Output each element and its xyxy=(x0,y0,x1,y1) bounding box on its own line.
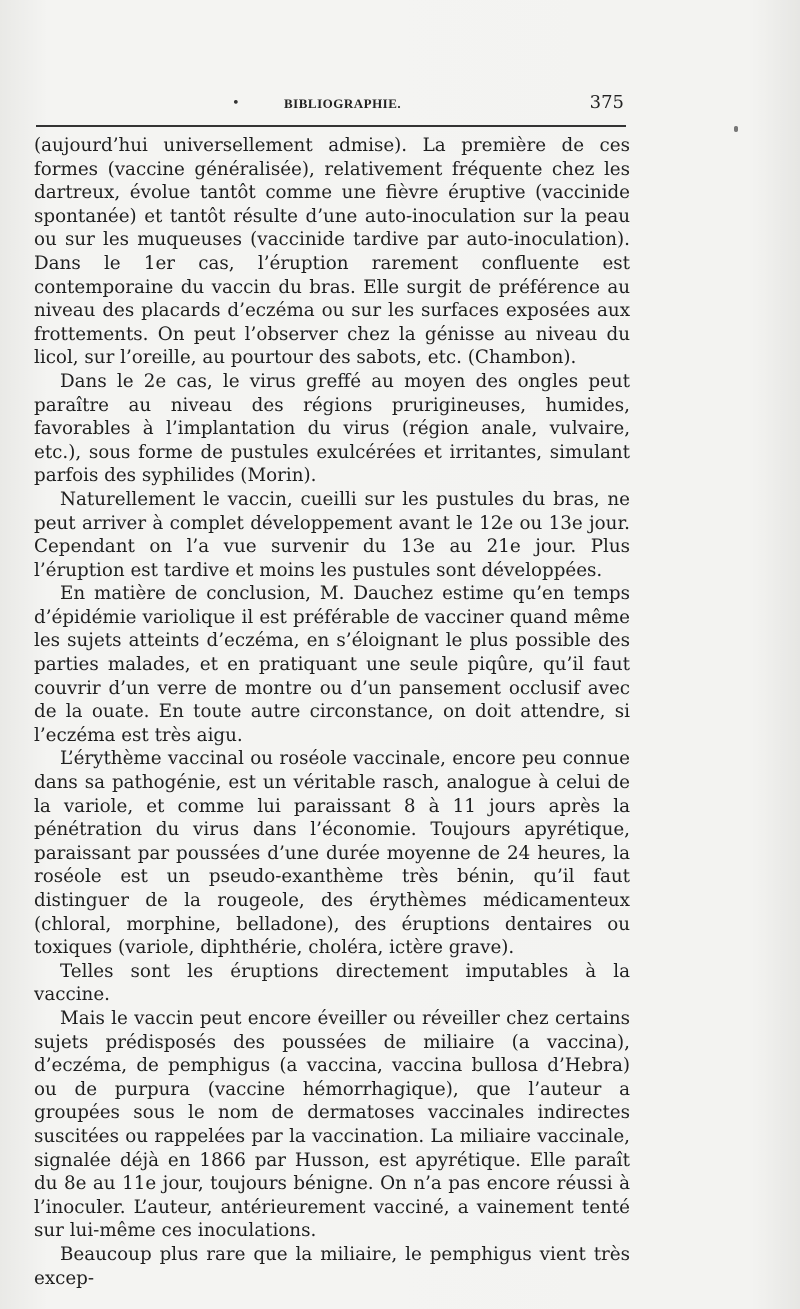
paragraph-3: Naturellement le vaccin, cueilli sur les pustules du bras, ne peut arriver à complet développement avant le 12e ou 13e jour. Cependant on l’a vue survenir du 13e au 21e jour. Plus l’éruption est tardive et moins les pustules sont développées. xyxy=(34,488,630,581)
paragraph-8: Beaucoup plus rare que la miliaire, le pemphigus vient très excep- xyxy=(34,1243,630,1289)
paragraph-6: Telles sont les éruptions directement imputables à la vaccine. xyxy=(34,960,630,1006)
header-dot: • xyxy=(232,96,240,111)
paragraph-7: Mais le vaccin peut encore éveiller ou réveiller chez certains sujets prédisposés des poussées de miliaire (a vaccina), d’eczéma, de pemphigus (a vaccina, vaccina bullosa d’Hebra) ou de purpura (vaccine hémorrhagique), que l’auteur a groupées sous le nom de dermatoses vaccinales indirectes suscitées ou rappelées par la vaccination. La miliaire vaccinale, signalée déjà en 1866 par Husson, est apyrétique. Elle paraît du 8e au 11e jour, toujours bénigne. On n’a pas encore réussi à l’inoculer. L’auteur, antérieurement vacciné, a vainement tenté sur lui-même ces inoculations. xyxy=(34,1007,630,1242)
paragraph-5: L’érythème vaccinal ou roséole vaccinale, encore peu connue dans sa pathogénie, est un véritable rasch, analogue à celui de la variole, et comme lui paraissant 8 à 11 jours après la pénétration du virus dans l’économie. Toujours apyrétique, paraissant par poussées d’une durée moyenne de 24 heures, la roséole est un pseudo-exanthème très bénin, qu’il faut distinguer de la rougeole, des érythèmes médicamenteux (chloral, morphine, belladone), des éruptions dentaires ou toxiques (variole, diphthérie, choléra, ictère grave). xyxy=(34,748,630,959)
header-rule xyxy=(36,125,626,127)
paragraph-2: Dans le 2e cas, le virus greffé au moyen des ongles peut paraître au niveau des régions prurigineuses, humides, favorables à l’implantation du virus (région anale, vulvaire, etc.), sous forme de pustules exulcérées et irritantes, simulant parfois des syphilides (Morin). xyxy=(34,370,630,487)
running-head: BIBLIOGRAPHIE. xyxy=(284,96,402,111)
body-text xyxy=(34,134,630,1290)
margin-mark xyxy=(734,126,738,132)
page-header xyxy=(36,92,624,122)
paragraph-4: En matière de conclusion, M. Dauchez estime qu’en temps d’épidémie variolique il est préférable de vacciner quand même les sujets atteints d’eczéma, en s’éloignant le plus possible des parties malades, et en pratiquant une seule piqûre, qu’il faut couvrir d’un verre de montre ou d’un pansement occlusif avec de la ouate. En toute autre circonstance, on doit attendre, si l’eczéma est très aigu. xyxy=(34,583,630,746)
page-number: 375 xyxy=(589,92,624,113)
paragraph-1: (aujourd’hui universellement admise). La première de ces formes (vaccine généralisée), relativement fréquente chez les dartreux, évolue tantôt comme une fièvre éruptive (vaccinide spontanée) et tantôt résulte d’une auto-inoculation sur la peau ou sur les muqueuses (vaccinide tardive par auto-inoculation). Dans le 1er cas, l’éruption rarement confluente est contemporaine du vaccin du bras. Elle surgit de préférence au niveau des placards d’eczéma ou sur les surfaces exposées aux frottements. On peut l’observer chez la génisse au niveau du licol, sur l’oreille, au pourtour des sabots, etc. (Chambon). xyxy=(34,135,630,369)
